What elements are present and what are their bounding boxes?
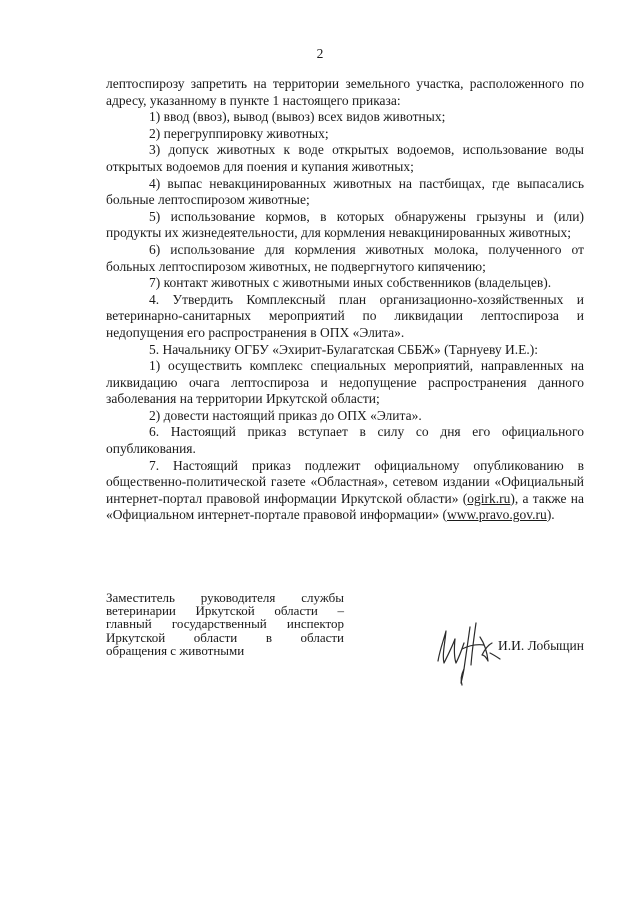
clause-7-text-b: ), а также на «Официальном интернет-портале правовой информации» ( bbox=[106, 490, 585, 523]
signature-block bbox=[106, 591, 584, 681]
clause-5-item-1: 1) осуществить комплекс специальных мероприятий, направленных на ликвидацию очага лептоспироза и недопущение распространения данного заболевания на территории Иркутской области; bbox=[106, 358, 584, 407]
link-ogirk[interactable]: ogirk.ru bbox=[467, 490, 511, 506]
list-item-7: 7) контакт животных с животными иных собственников (владельцев). bbox=[149, 275, 552, 291]
signatory-position-line: обращения с животными bbox=[106, 642, 245, 658]
signatory-name: И.И. Лобыщин bbox=[498, 638, 584, 653]
list-item-6: 6) использование для кормления животных молока, полученного от больных лептоспирозом животных, не подвергнутого кипячению; bbox=[106, 241, 584, 274]
page-number: 2 bbox=[316, 46, 324, 61]
list-item-4: 4) выпас невакцинированных животных на пастбищах, где выпасались больные лептоспирозом животные; bbox=[106, 175, 584, 208]
list-item-1: 1) ввод (ввоз), вывод (вывоз) всех видов животных; bbox=[149, 109, 446, 125]
paragraph-intro: лептоспирозу запретить на территории земельного участка, расположенного по адресу, указанному в пункте 1 настоящего приказа: bbox=[106, 76, 584, 108]
clause-7-text-a: 7. Настоящий приказ подлежит официальному опубликованию в общественно-политической газете «Областная», сетевом издании «Официальный интернет-портал правовой информации Иркутской области» ( bbox=[106, 457, 584, 506]
document-body bbox=[106, 76, 584, 524]
clause-7-text-c: ). bbox=[546, 507, 555, 523]
signatory-position-line: ветеринарии Иркутской области – bbox=[106, 603, 344, 619]
list-item-2: 2) перегруппировку животных; bbox=[149, 125, 329, 141]
clause-7 bbox=[106, 458, 584, 524]
signatory-position-line: Иркутской области в области bbox=[106, 629, 344, 645]
clause-5-item-2: 2) довести настоящий приказ до ОПХ «Элита». bbox=[149, 407, 422, 423]
clause-5: 5. Начальнику ОГБУ «Эхирит-Булагатская СББЖ» (Тарнуеву И.Е.): bbox=[149, 341, 539, 357]
clause-6: 6. Настоящий приказ вступает в силу со дня его официального опубликования. bbox=[106, 424, 584, 457]
list-item-5: 5) использование кормов, в которых обнаружены грызуны и (или) продукты их жизнедеятельности, для кормления невакцинированных животных; bbox=[106, 208, 584, 241]
signatory-position-line: главный государственный инспектор bbox=[106, 616, 344, 632]
list-item-3: 3) допуск животных к воде открытых водоемов, использование воды открытых водоемов для поения и купания животных; bbox=[106, 142, 584, 174]
clause-4: 4. Утвердить Комплексный план организационно-хозяйственных и ветеринарно-санитарных мероприятий по ликвидации лептоспироза и недопущения его распространения в ОПХ «Элита». bbox=[106, 291, 584, 340]
link-pravo[interactable]: www.pravo.gov.ru bbox=[446, 507, 547, 523]
signatory-position bbox=[106, 591, 344, 657]
signatory-position-line: Заместитель руководителя службы bbox=[106, 590, 344, 605]
